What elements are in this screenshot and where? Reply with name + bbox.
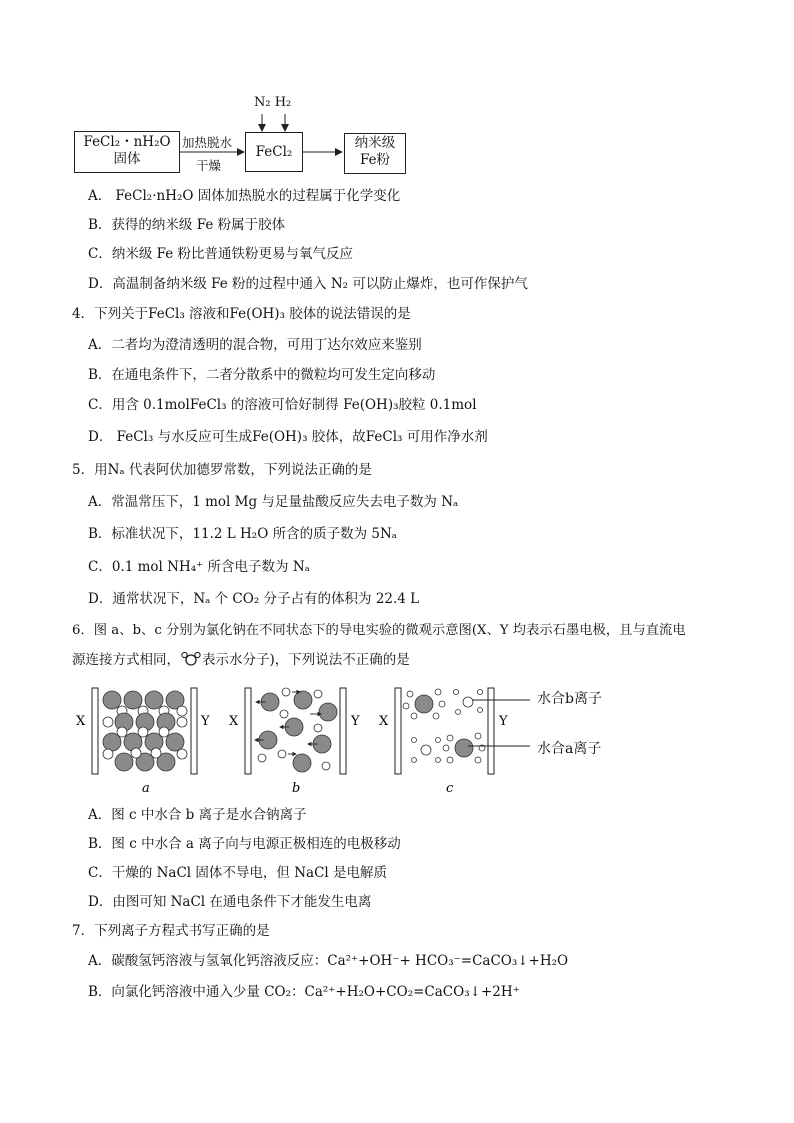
- flow-box-fecl2-hydrate-line2: 固体: [113, 151, 141, 167]
- gas-inputs-label: N₂ H₂: [254, 95, 292, 110]
- panel-c: [379, 688, 530, 796]
- arrow-label-heat-dehydrate: 加热脱水: [182, 135, 233, 150]
- q6-stem-line2-part2: 表示水分子)，下列说法不正确的是: [202, 652, 410, 668]
- q7-option-b: B．向氯化钙溶液中通入少量 CO₂：Ca²⁺+H₂O+CO₂=CaCO₃↓+2H⁺: [88, 984, 520, 1000]
- q4-option-d: D． FeCl₃ 与水反应可生成Fe(OH)₃ 胶体，故FeCl₃ 可用作净水剂: [88, 429, 488, 445]
- q6-stem-line2-part1: 源连接方式相同，: [72, 652, 180, 668]
- q6-option-a: A．图 c 中水合 b 离子是水合钠离子: [88, 807, 307, 823]
- q3-option-b: B．获得的纳米级 Fe 粉属于胶体: [88, 217, 286, 233]
- q5-stem: 5．用Nₐ 代表阿伏加德罗常数，下列说法正确的是: [72, 462, 372, 478]
- panel-a: [76, 688, 210, 796]
- q3-option-a: A． FeCl₂·nH₂O 固体加热脱水的过程属于化学变化: [88, 188, 401, 204]
- ion-lattice-a: [103, 691, 187, 771]
- arrow-label-dry: 干燥: [196, 158, 222, 173]
- q5-option-b: B．标准状况下，11.2 L H₂O 所含的质子数为 5Nₐ: [88, 526, 397, 542]
- q4-option-b: B．在通电条件下，二者分散系中的微粒均可发生定向移动: [88, 367, 436, 383]
- caption-a: a: [142, 781, 150, 796]
- q5-option-a: A．常温常压下，1 mol Mg 与足量盐酸反应失去电子数为 Nₐ: [88, 494, 459, 510]
- q7-stem: 7．下列离子方程式书写正确的是: [72, 923, 270, 939]
- flow-box-fecl2-hydrate-line1: FeCl₂・nH₂O: [83, 134, 171, 150]
- electrode-x-c: [395, 688, 401, 774]
- q6-option-b: B．图 c 中水合 a 离子向与电源正极相连的电极移动: [88, 836, 401, 852]
- label-y-b: Y: [351, 714, 360, 729]
- caption-b: b: [292, 781, 301, 796]
- electrode-y-c: [488, 688, 494, 774]
- electrode-x-b: [245, 688, 251, 774]
- label-hydrated-b-ion: 水合b离子: [537, 691, 602, 707]
- flow-box-nano-fe-line1: 纳米级: [354, 135, 396, 151]
- label-x-a: X: [76, 714, 86, 729]
- moving-ions-b: [258, 688, 337, 772]
- q6-option-c: C．干燥的 NaCl 固体不导电，但 NaCl 是电解质: [88, 865, 388, 881]
- flowchart-arrows: [0, 0, 794, 200]
- flow-box-fecl2-label: FeCl₂: [255, 144, 293, 160]
- q7-option-a: A．碳酸氢钙溶液与氢氧化钙溶液反应：Ca²⁺+OH⁻+ HCO₃⁻=CaCO₃↓+H₂O: [88, 953, 569, 969]
- q5-option-c: C．0.1 mol NH₄⁺ 所含电子数为 Nₐ: [88, 559, 310, 575]
- q3-option-d: D．高温制备纳米级 Fe 粉的过程中通入 N₂ 可以防止爆炸，也可作保护气: [88, 276, 528, 292]
- q5-option-d: D．通常状况下，Nₐ 个 CO₂ 分子占有的体积为 22.4 L: [88, 591, 420, 607]
- q4-option-a: A．二者均为澄清透明的混合物，可用丁达尔效应来鉴别: [88, 337, 422, 353]
- q6-stem-line2: [72, 651, 410, 669]
- electrode-y-a: [191, 688, 197, 774]
- label-y-c: Y: [499, 714, 508, 729]
- caption-c: c: [446, 781, 454, 796]
- panel-b: [229, 688, 360, 796]
- q6-stem-line1: 6．图 a、b、c 分别为氯化钠在不同状态下的导电实验的微观示意图(X、Y 均表示石墨电极，且与直流电: [72, 623, 686, 638]
- label-x-b: X: [229, 714, 239, 729]
- q4-option-c: C．用含 0.1molFeCl₃ 的溶液可恰好制得 Fe(OH)₃胶粒 0.1mol: [88, 397, 477, 413]
- q4-stem: 4．下列关于FeCl₃ 溶液和Fe(OH)₃ 胶体的说法错误的是: [72, 306, 411, 322]
- label-y-a: Y: [201, 714, 210, 729]
- q6-option-d: D．由图可知 NaCl 在通电条件下才能发生电离: [88, 894, 372, 910]
- label-hydrated-a-ion: 水合a离子: [537, 741, 602, 757]
- flow-box-nano-fe-line2: Fe粉: [359, 152, 391, 168]
- label-x-c: X: [379, 714, 389, 729]
- electrode-x-a: [92, 688, 98, 774]
- q3-option-c: C．纳米级 Fe 粉比普通铁粉更易与氧气反应: [88, 246, 354, 262]
- electrode-y-b: [340, 688, 346, 774]
- nacl-conduction-diagram: [0, 680, 794, 810]
- water-molecule-icon: [180, 651, 202, 667]
